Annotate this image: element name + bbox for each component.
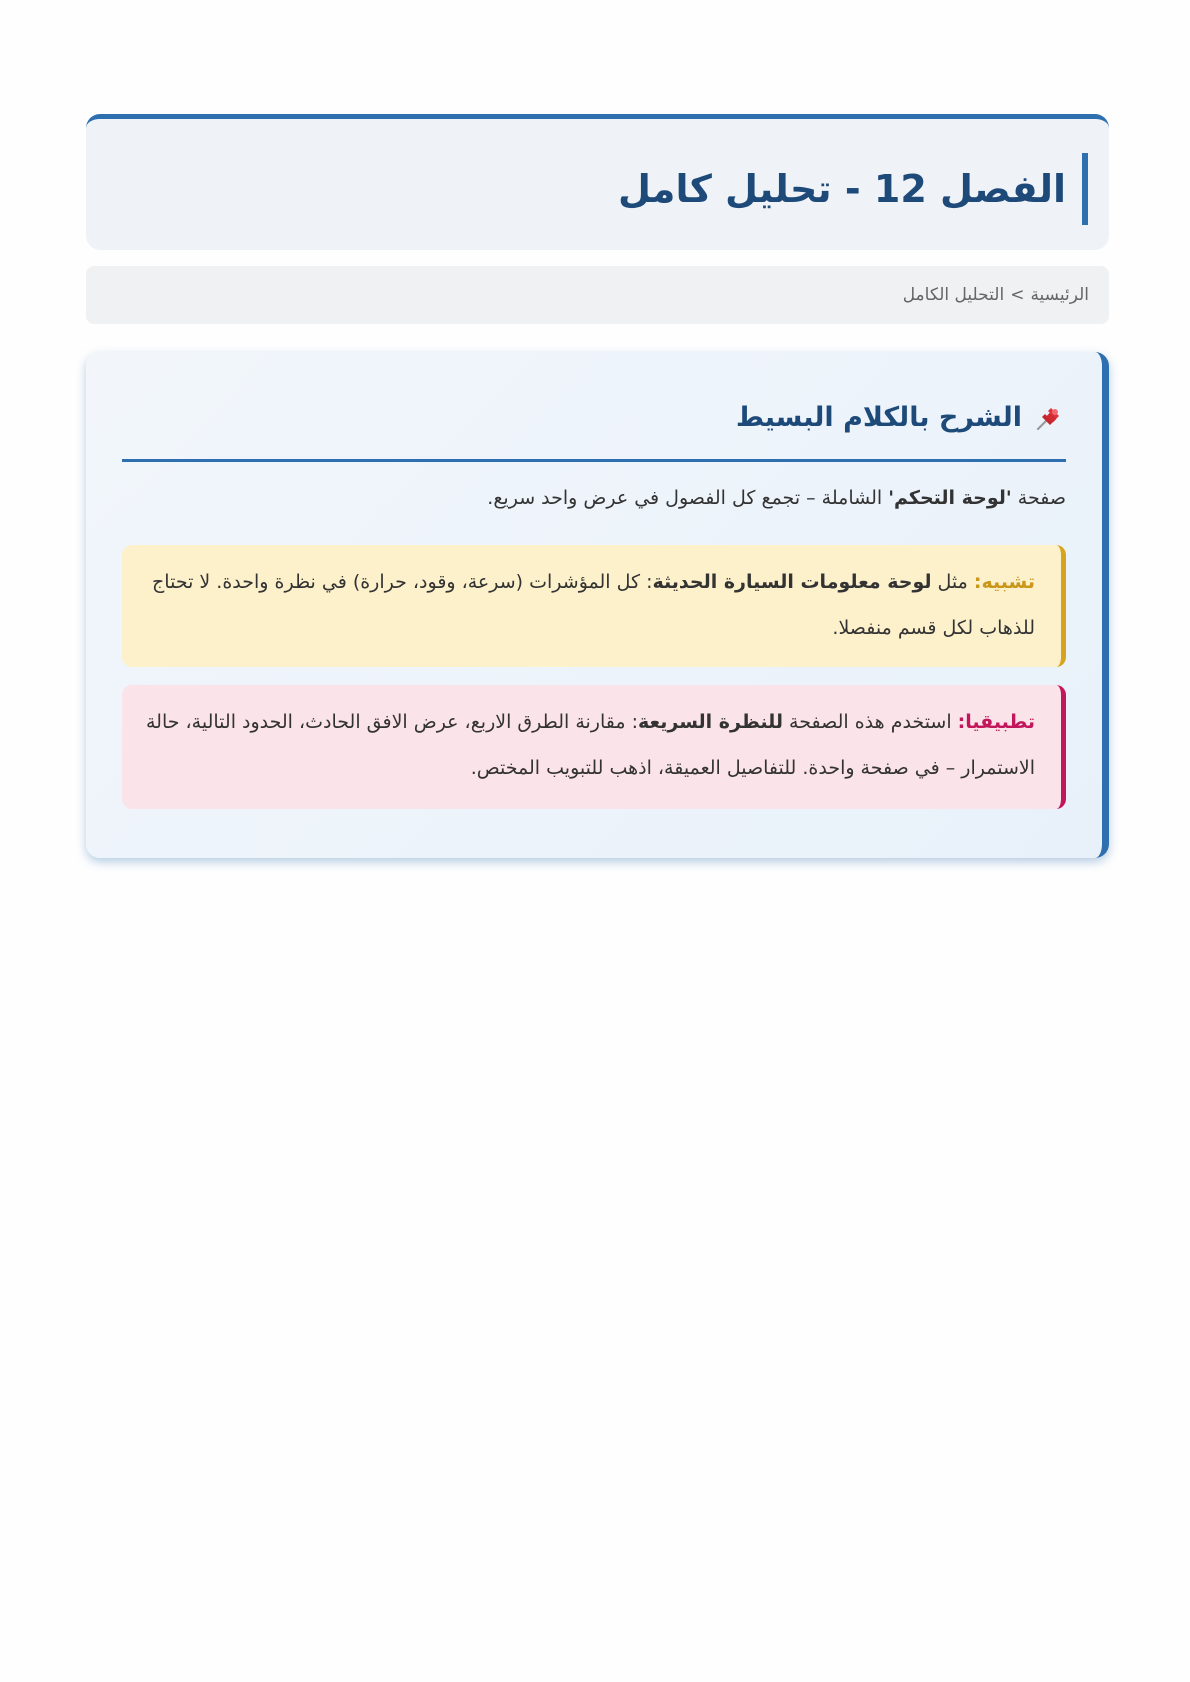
pushpin-icon [1032,401,1066,435]
application-callout [122,685,1066,809]
intro-prefix: صفحة [1011,487,1066,509]
card-title: الشرح بالكلام البسيط [735,402,1022,433]
breadcrumb-home-link[interactable]: الرئيسية [1030,285,1089,305]
analogy-highlight: لوحة معلومات السيارة الحديثة [652,571,932,593]
chapter-header [86,114,1109,250]
chapter-title-wrapper [618,153,1088,225]
application-text-after: : مقارنة الطرق الاربع، عرض الافق الحادث، الحدود التالية، حالة الاستمرار – في صفحة واحدة. للتفاصيل العميقة، اذهب للتبويب المختص. [146,711,1035,779]
application-label: تطبيقيا: [957,711,1035,733]
analogy-callout [122,545,1066,667]
page-title: الفصل 12 - تحليل كامل [618,167,1066,211]
intro-suffix: الشاملة – تجمع كل الفصول في عرض واحد سريع. [487,487,889,509]
intro-paragraph [122,482,1066,514]
application-highlight: للنظرة السريعة [638,711,784,733]
analogy-text-after: : كل المؤشرات (سرعة، وقود، حرارة) في نظرة واحدة. لا تحتاج للذهاب لكل قسم منفصلا. [152,571,1035,639]
breadcrumb [86,266,1109,324]
card-header [122,386,1066,462]
analogy-text-before: مثل [931,571,974,593]
application-text-before: استخدم هذه الصفحة [783,711,958,733]
intro-highlight: 'لوحة التحكم' [888,487,1012,509]
breadcrumb-current: التحليل الكامل [902,285,1005,305]
breadcrumb-separator: > [1010,285,1025,305]
explanation-card [86,352,1109,858]
analogy-label: تشبيه: [973,571,1035,593]
